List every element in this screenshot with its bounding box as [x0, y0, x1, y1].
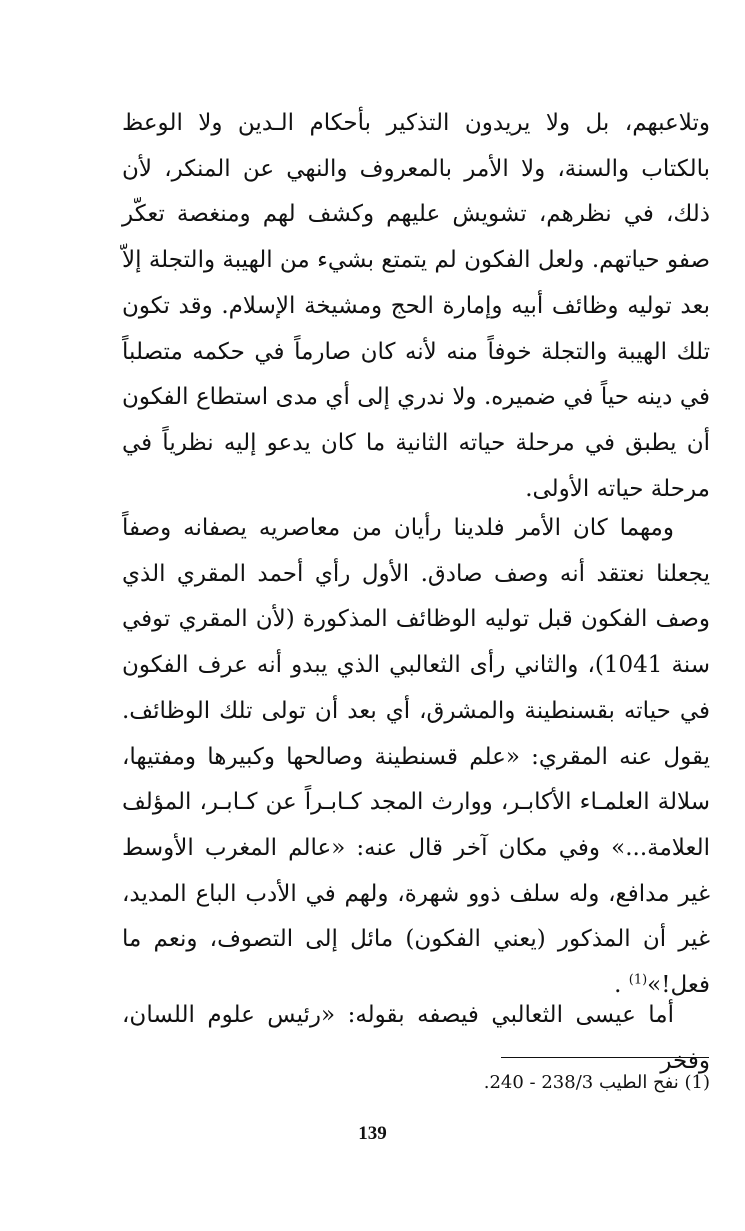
paragraph-text	[122, 506, 710, 1009]
paragraph-1	[122, 101, 710, 512]
paragraph-text: وتلاعبهم، بل ولا يريدون التذكير بأحكام الـدين ولا الوعظ بالكتاب والسنة، ولا الأمر بالمعروف والنهي عن المنكر، لأن ذلك، في نظرهم، تشويش عليهم وكشف لهم ومنغصة تعكّر صفو حياتهم. ولعل الفكون لم يتمتع بشيء من الهيبة والتجلة إلاّ بعد توليه وظائف أبيه وإمارة الحج ومشيخة الإسلام. وقد تكون تلك الهيبة والتجلة خوفاً منه لأنه كان صارماً في حكمه متصلباً في دينه حياً في ضميره. ولا ندري إلى أي مدى استطاع الفكون أن يطبق في مرحلة حياته الثانية ما كان يدعو إليه نظرياً في مرحلة حياته الأولى.	[122, 110, 710, 502]
paragraph-2-end: .	[614, 972, 622, 999]
paragraph-2	[122, 506, 710, 1009]
footnote: (1) نفح الطيب 238/3 - 240.	[483, 1072, 710, 1093]
paragraph-text: أما عيسى الثعالبي فيصفه بقوله: «رئيس علوم اللسان، وفخر	[122, 1002, 710, 1074]
page-number: 139	[358, 1123, 387, 1144]
footnote-reference: (1)	[628, 972, 648, 988]
footnote-divider	[501, 1057, 709, 1058]
paragraph-2-text: ومهما كان الأمر فلدينا رأيان من معاصريه يصفانه وصفاً يجعلنا نعتقد أنه وصف صادق. الأول رأي أحمد المقري الذي وصف الفكون قبل توليه الوظائف المذكورة (لأن المقري توفي سنة 1041)، والثاني رأى الثعالبي الذي يبدو أنه عرف الفكون في حياته بقسنطينة والمشرق، أي بعد أن تولى تلك الوظائف. يقول عنه المقري: «علم قسنطينة وصالحها وكبيرها ومفتيها، سلالة العلمـاء الأكابـر، ووارث المجد كـابـراً عن كـابـر، المؤلف العلامة...» وفي مكان آخر قال عنه: «عالم المغرب الأوسط غير مدافع، وله سلف ذوو شهرة، ولهم في الأدب الباع المديد، غير أن المذكور (يعني الفكون) مائل إلى التصوف، ونعم ما فعل!»	[122, 515, 710, 999]
